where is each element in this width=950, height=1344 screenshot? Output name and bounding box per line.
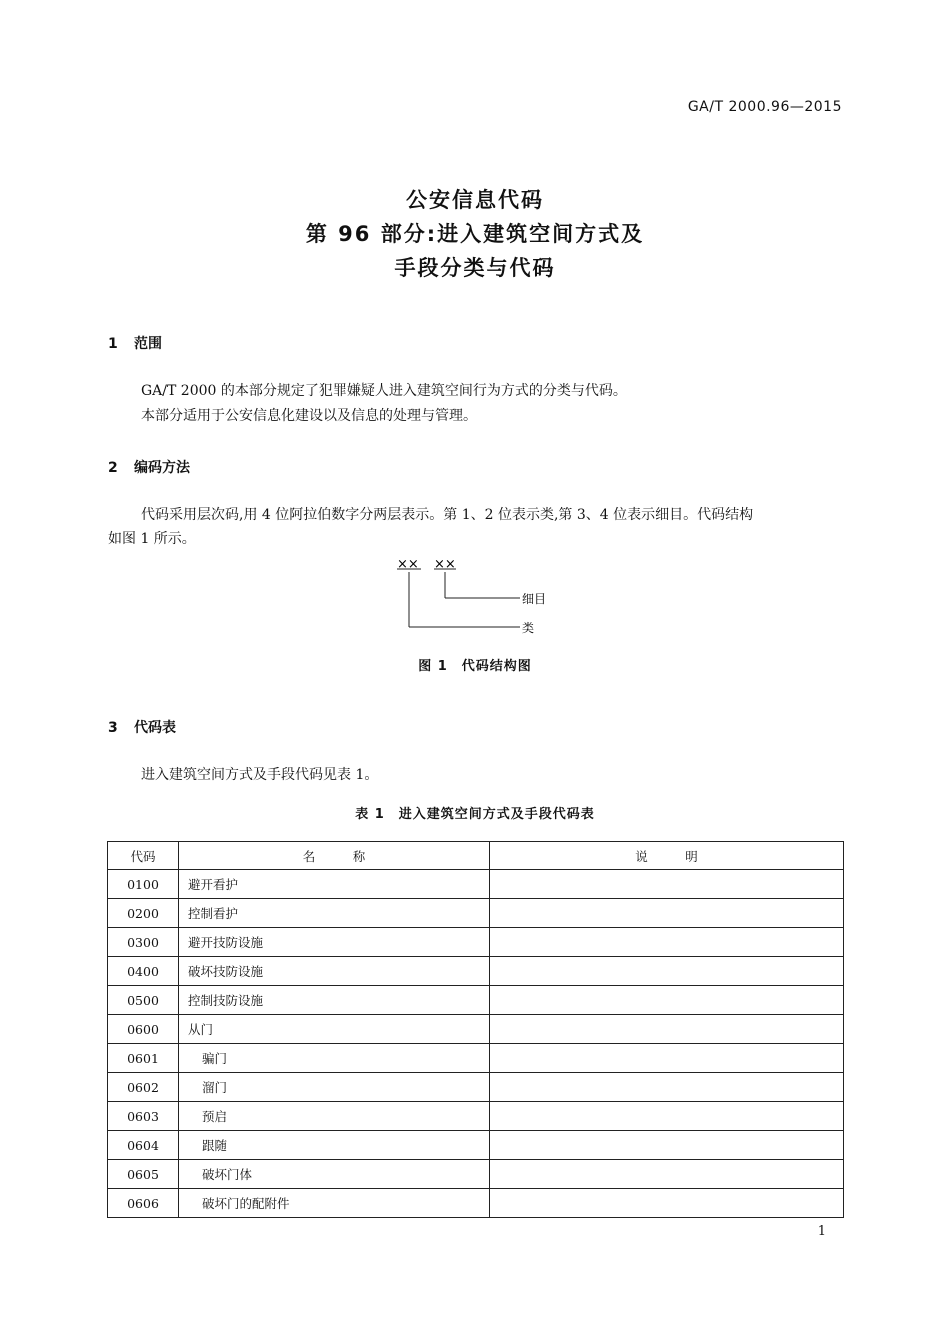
cell-description <box>490 986 844 1015</box>
figure-caption: 图 1 代码结构图 <box>418 659 532 674</box>
cell-description <box>490 928 844 957</box>
cell-code: 0604 <box>108 1131 179 1160</box>
column-header-name: 名 称 <box>179 842 490 870</box>
standard-code: GA/T 2000.96—2015 <box>687 99 842 115</box>
cell-description <box>490 899 844 928</box>
cell-name: 预启 <box>179 1102 490 1131</box>
section-3-paragraph-1: 进入建筑空间方式及手段代码见表 1。 <box>141 767 379 783</box>
cell-code: 0601 <box>108 1044 179 1073</box>
table-row <box>108 1044 844 1073</box>
cell-description <box>490 870 844 899</box>
cell-name: 破坏门的配附件 <box>179 1189 490 1218</box>
section-2-paragraph-line-1: 代码采用层次码,用 4 位阿拉伯数字分两层表示。第 1、2 位表示类,第 3、4 位表示细目。代码结构 <box>141 507 754 523</box>
cell-code: 0600 <box>108 1015 179 1044</box>
cell-code: 0603 <box>108 1102 179 1131</box>
cell-name: 控制技防设施 <box>179 986 490 1015</box>
cell-name: 控制看护 <box>179 899 490 928</box>
cell-description <box>490 957 844 986</box>
figure-mark-subitem: ×× <box>434 557 456 572</box>
cell-code: 0100 <box>108 870 179 899</box>
cell-name: 溜门 <box>179 1073 490 1102</box>
title-line-3: 手段分类与代码 <box>394 256 556 280</box>
cell-code: 0605 <box>108 1160 179 1189</box>
cell-name: 跟随 <box>179 1131 490 1160</box>
table-row <box>108 899 844 928</box>
section-title: 代码表 <box>134 720 176 736</box>
cell-code: 0400 <box>108 957 179 986</box>
figure-label-class: 类 <box>522 621 535 635</box>
section-1-paragraph-2: 本部分适用于公安信息化建设以及信息的处理与管理。 <box>141 408 477 424</box>
cell-code: 0606 <box>108 1189 179 1218</box>
table-row <box>108 870 844 899</box>
cell-name: 骗门 <box>179 1044 490 1073</box>
cell-code: 0300 <box>108 928 179 957</box>
cell-description <box>490 1102 844 1131</box>
section-number: 3 <box>108 720 118 736</box>
table-caption: 表 1 进入建筑空间方式及手段代码表 <box>355 807 595 822</box>
cell-name: 破坏技防设施 <box>179 957 490 986</box>
table-row <box>108 1189 844 1218</box>
cell-name: 避开技防设施 <box>179 928 490 957</box>
section-2-heading <box>108 457 190 477</box>
section-2-paragraph-line-2: 如图 1 所示。 <box>108 531 196 547</box>
column-header-description: 说 明 <box>490 842 844 870</box>
table-row <box>108 957 844 986</box>
table-row <box>108 1160 844 1189</box>
table-row <box>108 1015 844 1044</box>
cell-description <box>490 1189 844 1218</box>
cell-name: 避开看护 <box>179 870 490 899</box>
table-row <box>108 986 844 1015</box>
table-row <box>108 1073 844 1102</box>
page-number: 1 <box>817 1224 826 1239</box>
cell-description <box>490 1044 844 1073</box>
section-title: 范围 <box>134 336 162 352</box>
section-1-paragraph-1: GA/T 2000 的本部分规定了犯罪嫌疑人进入建筑空间行为方式的分类与代码。 <box>141 383 627 399</box>
section-number: 2 <box>108 460 118 476</box>
title-line-2: 第 96 部分:进入建筑空间方式及 <box>305 222 645 246</box>
section-number: 1 <box>108 336 118 352</box>
cell-code: 0602 <box>108 1073 179 1102</box>
title-line-1: 公安信息代码 <box>406 188 544 212</box>
code-structure-figure <box>390 552 570 642</box>
code-table <box>107 841 844 1218</box>
column-header-code: 代码 <box>108 842 179 870</box>
table-row <box>108 928 844 957</box>
cell-name: 从门 <box>179 1015 490 1044</box>
table-row <box>108 1102 844 1131</box>
cell-code: 0500 <box>108 986 179 1015</box>
section-1-heading <box>108 333 162 353</box>
figure-label-subitem: 细目 <box>522 592 547 606</box>
cell-code: 0200 <box>108 899 179 928</box>
cell-name: 破坏门体 <box>179 1160 490 1189</box>
figure-mark-class: ×× <box>397 557 419 572</box>
cell-description <box>490 1131 844 1160</box>
cell-description <box>490 1073 844 1102</box>
cell-description <box>490 1015 844 1044</box>
table-header-row <box>108 842 844 870</box>
section-title: 编码方法 <box>134 460 190 476</box>
table-row <box>108 1131 844 1160</box>
cell-description <box>490 1160 844 1189</box>
section-3-heading <box>108 717 176 737</box>
